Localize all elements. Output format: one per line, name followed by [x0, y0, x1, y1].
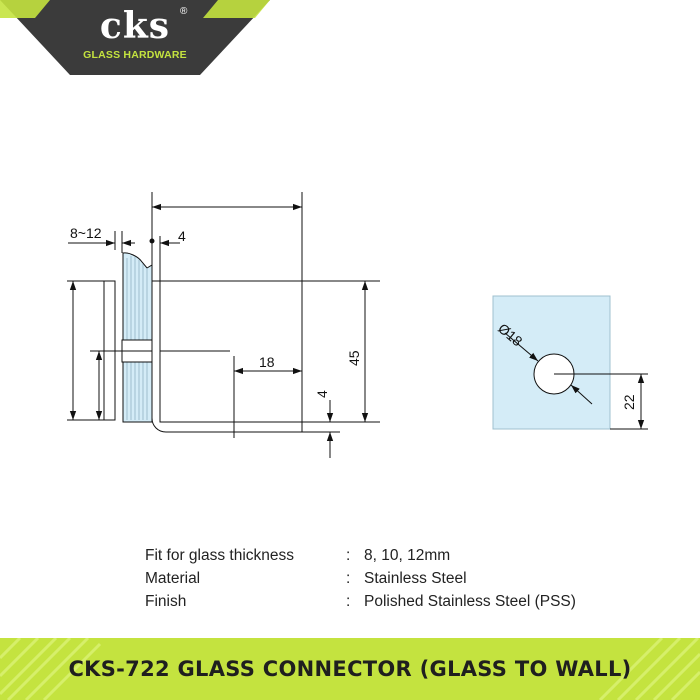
dim-leg-thickness: 4: [314, 390, 330, 398]
l-bracket: [152, 281, 302, 432]
spec-label: Fit for glass thickness: [145, 547, 295, 564]
product-title: CKS-722 GLASS CONNECTOR (GLASS TO WALL): [68, 657, 632, 681]
footer-banner: [0, 638, 700, 700]
dim-glass-range: 8~12: [70, 225, 102, 241]
spec-colon: :: [346, 547, 351, 564]
side-view: [67, 192, 380, 458]
spec-colon: :: [346, 593, 351, 610]
dim-leg-length: 18: [259, 354, 275, 370]
clamp-body: [123, 253, 152, 422]
brand-name: cks: [99, 5, 171, 47]
dim-height: 45: [346, 350, 362, 366]
dim-hole-diameter: Ø18: [495, 320, 526, 350]
spec-label: Finish: [145, 593, 187, 610]
spec-value: Polished Stainless Steel (PSS): [364, 593, 576, 610]
registered-mark: ®: [180, 6, 188, 17]
spec-value: Stainless Steel: [364, 570, 467, 587]
brand-subtitle: GLASS HARDWARE: [83, 49, 187, 61]
dim-plate-thickness: 4: [178, 228, 186, 244]
spec-label: Material: [145, 570, 201, 587]
spec-colon: :: [346, 570, 351, 587]
spec-value: 8, 10, 12mm: [364, 547, 451, 564]
dim-hole-offset: 22: [621, 394, 637, 410]
